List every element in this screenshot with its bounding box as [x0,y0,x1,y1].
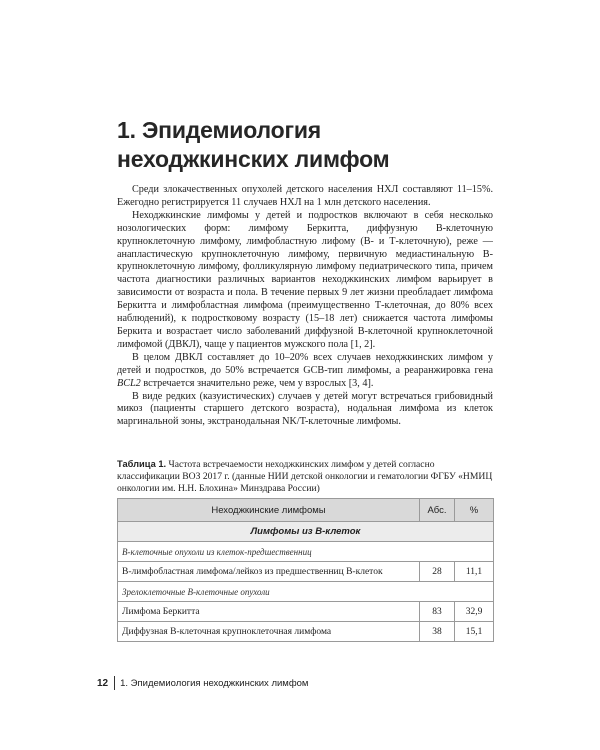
table-subheading-row [118,542,494,562]
row-percent: 32,9 [455,602,494,622]
table-row [118,562,494,582]
header-percent: % [455,499,494,522]
table-caption-text: Частота встречаемости неходжкинских лимфом у детей согласно классификации ВОЗ 2017 г. (данные НИИ детской онкологии и гематологии ФГБУ «НМИЦ онкологии им. Н.Н. Блохина» Минздрава России) [117,459,493,494]
row-percent: 11,1 [455,562,494,582]
table-section-row [118,522,494,542]
paragraph-1: Среди злокачественных опухолей детского населения НХЛ составляют 11–15%. Ежегодно регистрируется 11 случаев НХЛ на 1 млн детского населения. [117,184,493,208]
table-row [118,602,494,622]
row-absolute: 83 [420,602,455,622]
table-caption-label: Таблица 1. [117,459,167,469]
subheading-mature-b-cell: Зрелоклеточные В-клеточные опухоли [118,582,494,602]
row-percent: 15,1 [455,622,494,642]
row-name: Лимфома Беркитта [118,602,420,622]
chapter-title-line-2: неходжкинских лимфом [117,146,390,172]
page-footer [97,676,308,690]
footer-divider [114,676,115,690]
paragraph-3 [117,352,493,391]
paragraph-3-before: В целом ДВКЛ составляет до 10–20% всех случаев неходжкинских лимфом у детей и подростков, до 50% встречается GCB-тип лимфомы, а реаранжировка гена [117,351,493,376]
body-text [117,184,493,429]
page-number: 12 [97,677,109,689]
header-lymphoma-type: Неходжкинские лимфомы [118,499,420,522]
running-title: 1. Эпидемиология неходжкинских лимфом [120,677,309,689]
lymphoma-frequency-table [117,498,494,642]
chapter-title [117,116,389,174]
row-name: Диффузная В-клеточная крупноклеточная лимфома [118,622,420,642]
table-row [118,622,494,642]
paragraph-4: В виде редких (казуистических) случаев у детей могут встречаться грибовидный микоз (пациенты старшего детского возраста), нодальная лимфома из клеток маргинальной зоны, экстранодальная NK/T-клеточные лимфомы. [117,390,493,428]
table-caption [117,458,493,495]
row-absolute: 38 [420,622,455,642]
section-b-cell-lymphomas: Лимфомы из В-клеток [118,522,494,542]
paragraph-2: Неходжкинские лимфомы у детей и подростков включают в себя несколько нозологических форм: лимфому Беркитта, диффузную В-клеточную крупноклеточную лимфому, лимфобластную лифому (В- и Т-клеточную), реже — анапластическую крупноклеточную лимфому, первичную медиастинальную В-крупноклеточную лимфому, фолликулярную лимфому педиатрического типа, причем частота диагностики различных вариантов неходжкинских лимфом варьирует в зависимости от возраста и пола. В течение первых 9 лет жизни преобладает лимфома Беркитта и лимфобластная лимфома (преимущественно Т-клеточная, до 80% всех наблюдений), к подростковому возрасту (15–18 лет) снижается частота лимфомы Беркита и возрастает число заболеваний диффузной В-клеточной крупноклеточной лимфомой (ДВКЛ), чаще у пациентов мужского пола [1, 2]. [117,209,493,350]
row-name: В-лимфобластная лимфома/лейкоз из предшественниц В-клеток [118,562,420,582]
paragraph-3-after: встречается значительно реже, чем у взрослых [3, 4]. [140,377,374,389]
table-subheading-row [118,582,494,602]
gene-name: BCL2 [117,377,141,389]
table-header-row [118,499,494,522]
row-absolute: 28 [420,562,455,582]
header-absolute: Абс. [420,499,455,522]
subheading-precursor-b-cell: В-клеточные опухоли из клеток-предшественниц [118,542,494,562]
chapter-title-line-1: 1. Эпидемиология [117,117,321,143]
